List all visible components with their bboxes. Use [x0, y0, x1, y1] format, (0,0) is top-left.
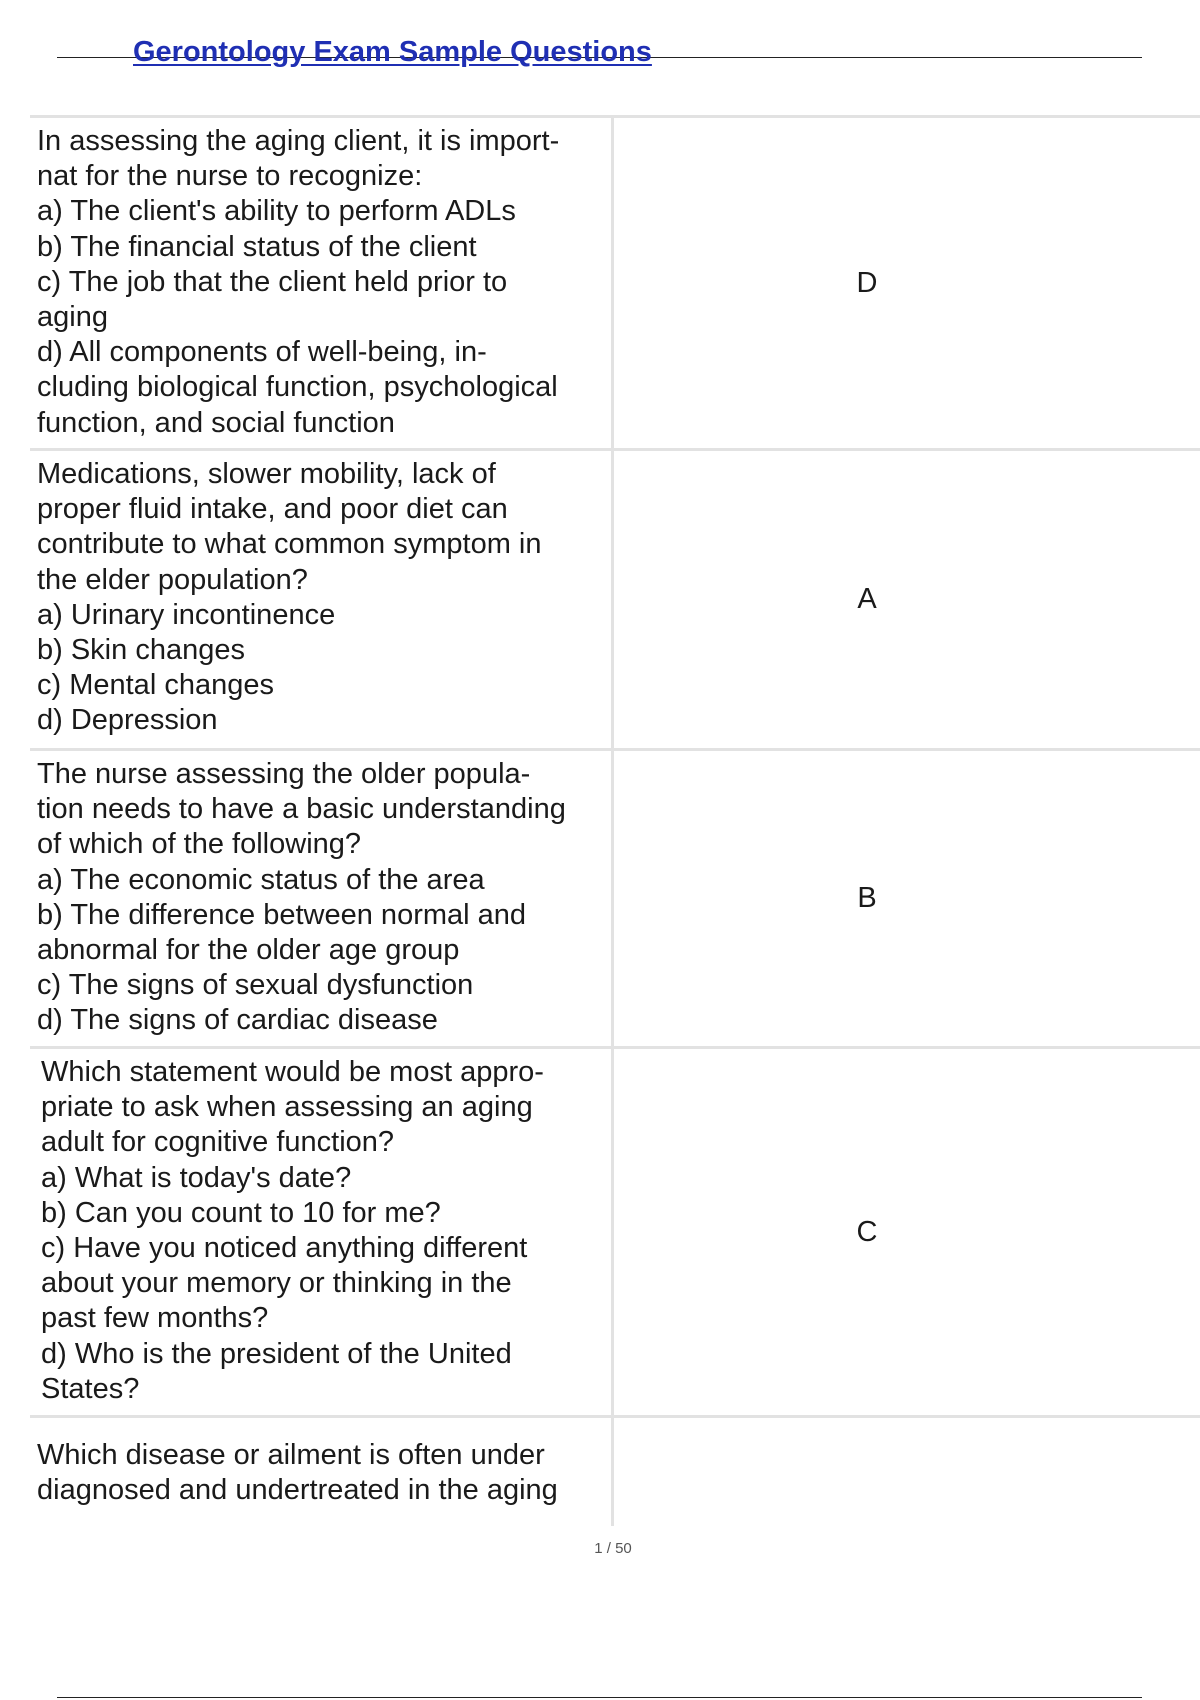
answer-cell: D [856, 266, 878, 299]
page-indicator: 1 / 50 [594, 1540, 632, 1557]
table-row [30, 115, 1200, 448]
question-cell: Which disease or ailment is often under diagnosed and undertreated in the aging [30, 1418, 614, 1526]
table-row [30, 448, 1200, 748]
table-row [30, 748, 1200, 1046]
footer-rule [57, 1697, 1142, 1698]
question-cell: The nurse assessing the older popula- tion needs to have a basic understanding of which of the following? a) The economic status of the area b) The difference between normal and abnormal for the older age group c) The signs of sexual dysfunction d) The signs of cardiac disease [30, 751, 614, 1046]
answer-cell: C [856, 1215, 878, 1248]
page-title: Gerontology Exam Sample Questions [133, 36, 652, 68]
question-cell: In assessing the aging client, it is import- nat for the nurse to recognize: a) The client's ability to perform ADLs b) The financial status of the client c) The job that the client held prior to aging d) All components of well-being, in- cluding biological function, psychological function, and social function [30, 118, 614, 448]
table-row [30, 1415, 1200, 1526]
answer-cell [614, 1418, 1200, 1526]
answer-cell: A [857, 583, 877, 615]
question-cell: Medications, slower mobility, lack of proper fluid intake, and poor diet can contribute to what common symptom in the elder population? a) Urinary incontinence b) Skin changes c) Mental changes d) Depression [30, 451, 614, 748]
qa-table [30, 115, 1200, 1526]
question-cell: Which statement would be most appro- priate to ask when assessing an aging adult for cognitive function? a) What is today's date? b) Can you count to 10 for me? c) Have you noticed anything different about your memory or thinking in the past few months? d) Who is the president of the United States? [30, 1049, 614, 1415]
table-row [30, 1046, 1200, 1415]
answer-cell: B [857, 882, 877, 914]
